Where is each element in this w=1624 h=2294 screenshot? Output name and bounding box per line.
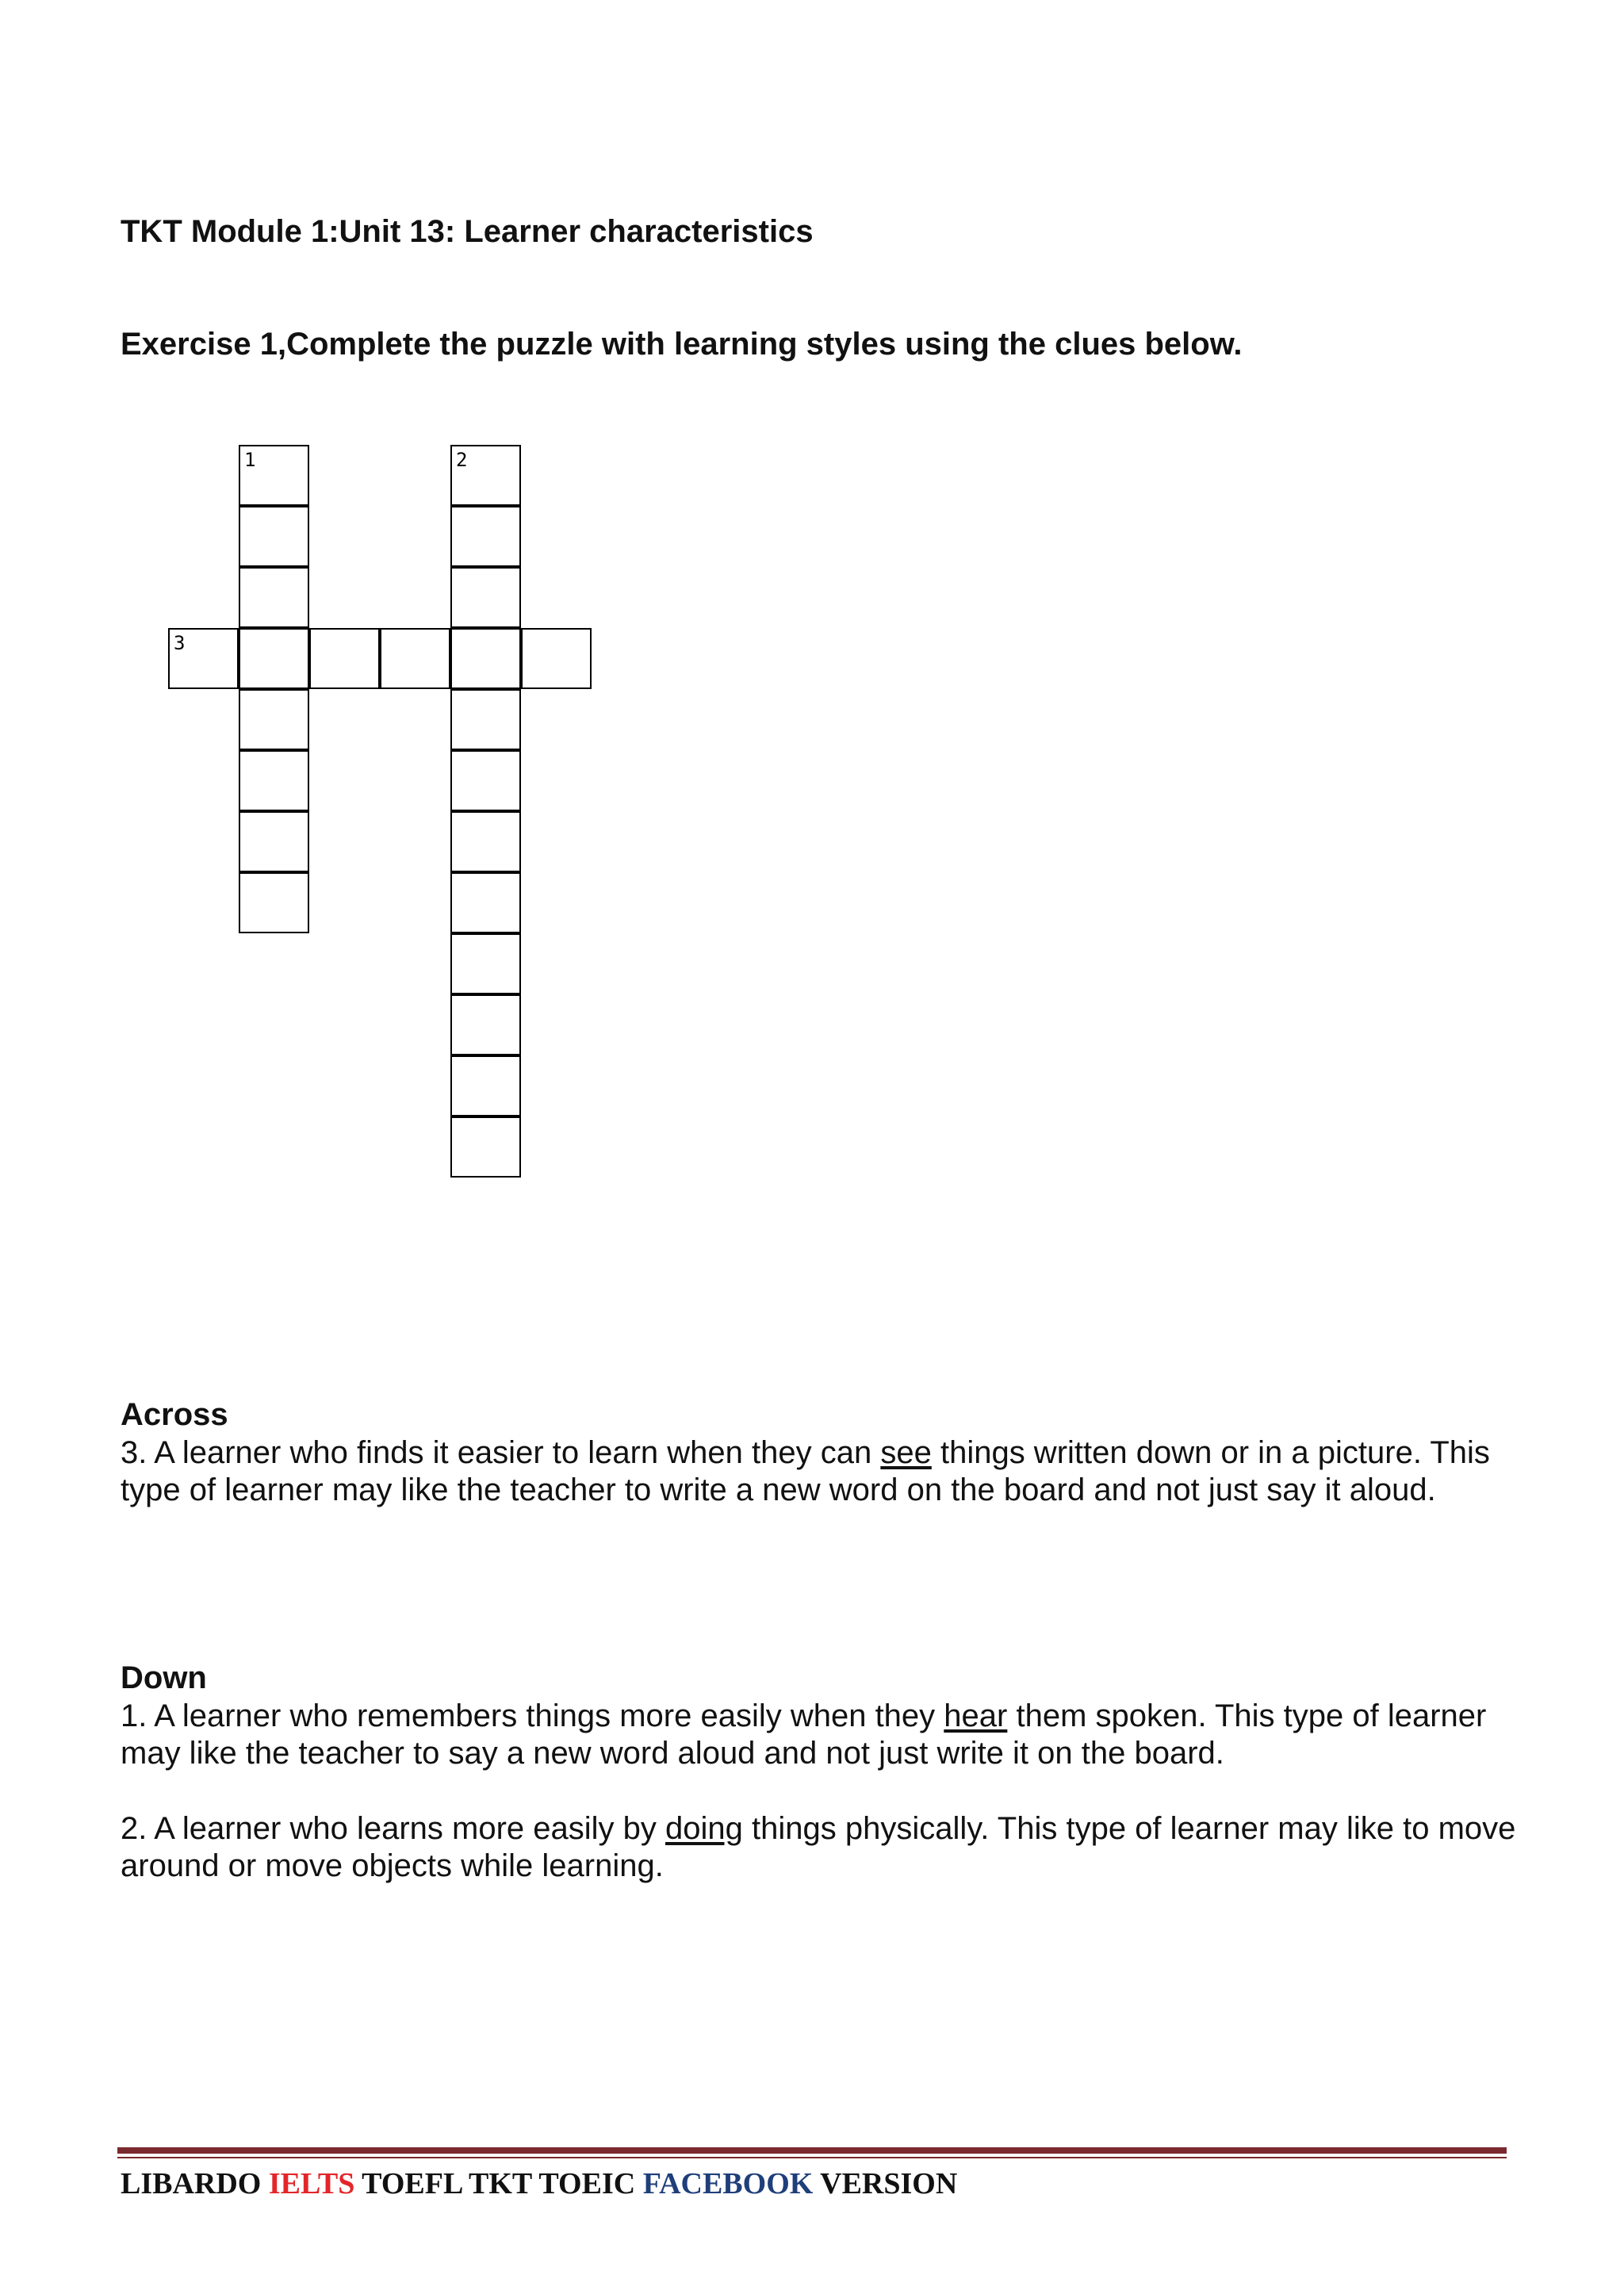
crossword-cell[interactable] (450, 628, 521, 689)
across-clue-3: 3. A learner who finds it easier to learn when they can see things written down or in a picture. This type of learner may like the teacher to write a new word on the board and not just say it aloud. (121, 1435, 1490, 1507)
crossword-cell[interactable] (239, 628, 309, 689)
down-clue-2: 2. A learner who learns more easily by doing things physically. This type of learner may like to move around or move objects while learning. (121, 1811, 1516, 1883)
crossword-cell[interactable] (450, 506, 521, 567)
crossword-cell[interactable] (450, 1116, 521, 1178)
crossword-cell[interactable] (450, 994, 521, 1055)
crossword-cell[interactable] (309, 628, 380, 689)
exercise-instruction: Exercise 1,Complete the puzzle with learning styles using the clues below. (121, 327, 1243, 362)
crossword-cell[interactable] (168, 628, 239, 689)
crossword-cell[interactable] (380, 628, 450, 689)
underlined-keyword: doing (665, 1811, 743, 1846)
crossword-cell[interactable] (450, 689, 521, 750)
down-heading: Down (121, 1660, 207, 1695)
crossword-cell[interactable] (450, 445, 521, 506)
footer-rule (117, 2147, 1507, 2154)
down-clue-1: 1. A learner who remembers things more easily when they hear them spoken. This type of learner may like the teacher to say a new word aloud and not just write it on the board. (121, 1698, 1487, 1771)
crossword-cell[interactable] (239, 506, 309, 567)
underlined-keyword: see (880, 1435, 932, 1470)
crossword-cell[interactable] (450, 933, 521, 994)
page-title: TKT Module 1:Unit 13: Learner characteristics (121, 214, 814, 249)
crossword-cell[interactable] (450, 567, 521, 628)
crossword-cell[interactable] (450, 811, 521, 872)
crossword-cell[interactable] (450, 750, 521, 811)
crossword-cell[interactable] (239, 689, 309, 750)
crossword-cell[interactable] (521, 628, 592, 689)
clue-number-1: 1 (244, 449, 256, 471)
crossword-cell[interactable] (239, 811, 309, 872)
crossword-cell[interactable] (239, 750, 309, 811)
clue-number-3: 3 (174, 632, 186, 654)
crossword-cell[interactable] (450, 872, 521, 933)
underlined-keyword: hear (944, 1698, 1008, 1733)
across-heading: Across (121, 1397, 228, 1432)
crossword-cell[interactable] (450, 1055, 521, 1116)
crossword-cell[interactable] (239, 445, 309, 506)
crossword-cell[interactable] (239, 872, 309, 933)
crossword-cell[interactable] (239, 567, 309, 628)
clue-number-2: 2 (456, 449, 468, 471)
footer-text: LIBARDO IELTS TOEFL TKT TOEIC FACEBOOK VERSION (121, 2167, 958, 2200)
footer-rule-thin (117, 2157, 1507, 2158)
